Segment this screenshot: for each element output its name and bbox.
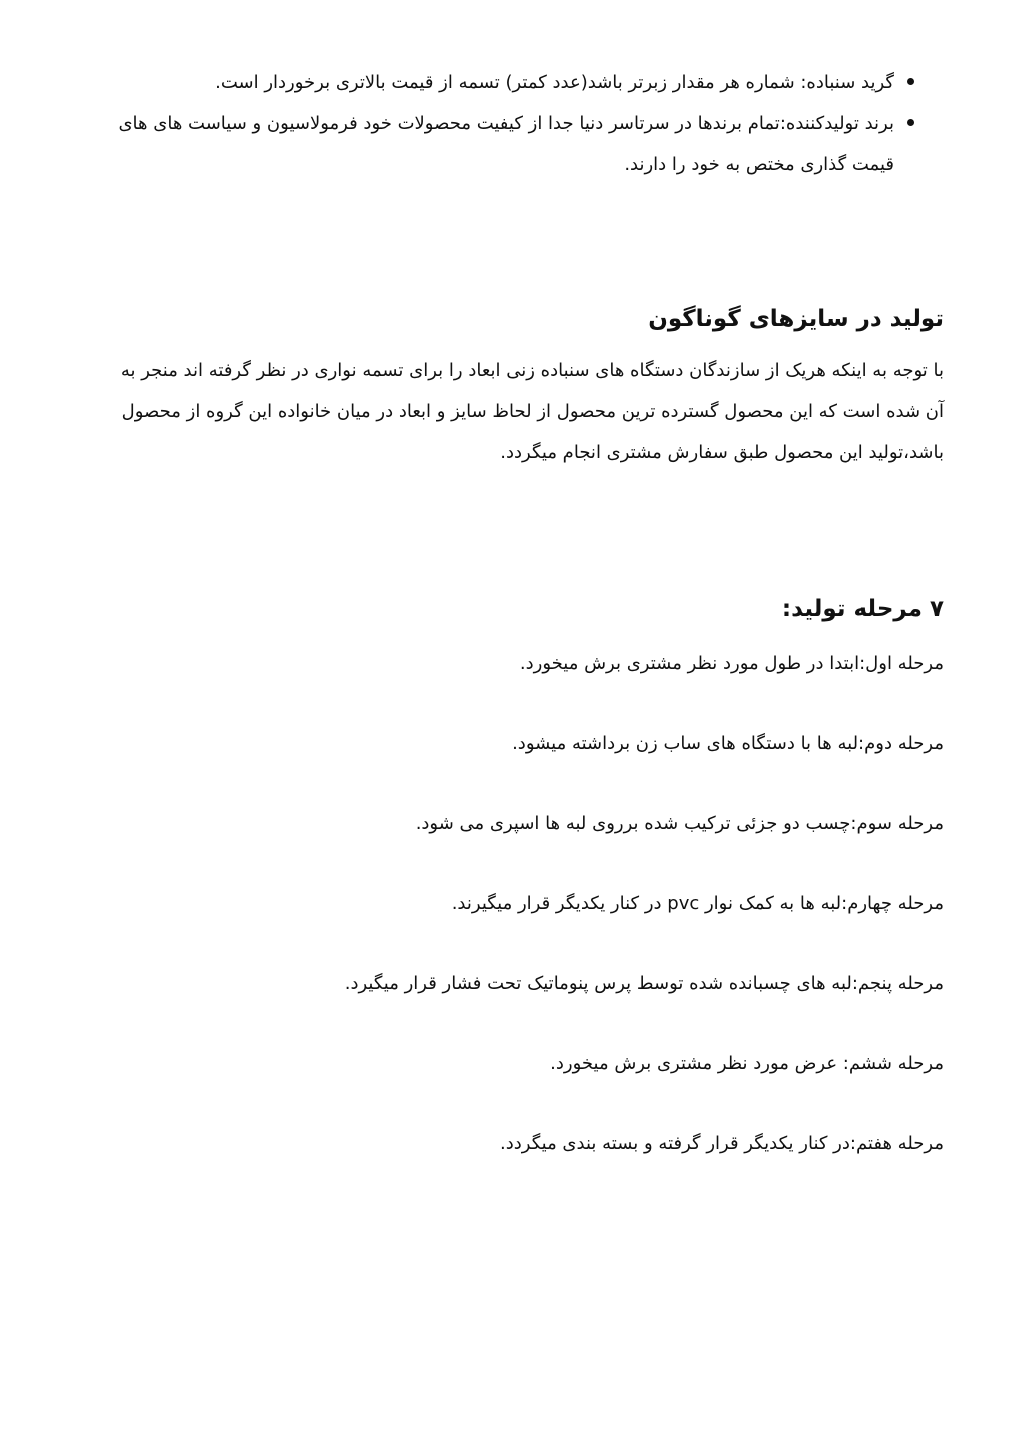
stage-line-6: مرحله ششم: عرض مورد نظر مشتری برش میخورد. <box>550 1053 944 1074</box>
stage-line-4: مرحله چهارم:لبه ها به کمک نوار pvc در کنار یکدیگر قرار میگیرند. <box>451 893 944 914</box>
stage-line-2: مرحله دوم:لبه ها با دستگاه های ساب زن برداشته میشود. <box>512 733 944 754</box>
stage-line-3: مرحله سوم:چسب دو جزئی ترکیب شده برروی لبه ها اسپری می شود. <box>415 813 944 834</box>
stage-line-5: مرحله پنجم:لبه های چسبانده شده توسط پرس پنوماتیک تحت فشار قرار میگیرد. <box>344 973 944 994</box>
bullet-item-sandpaper-grade: گرید سنباده: شماره هر مقدار زبرتر باشد(عدد کمتر) تسمه از قیمت بالاتری برخوردار است. <box>104 62 894 103</box>
section-heading-production-stages: ۷ مرحله تولید: <box>781 596 944 622</box>
bullet-list <box>104 62 914 185</box>
stage-line-1: مرحله اول:ابتدا در طول مورد نظر مشتری برش میخورد. <box>519 653 944 674</box>
bullet-item-manufacturer-brand: برند تولیدکننده:تمام برندها در سرتاسر دنیا جدا از کیفیت محصولات خود فرمولاسیون و سیاست های های قیمت گذاری مختص به خود را دارند. <box>104 103 894 185</box>
stage-line-7: مرحله هفتم:در کنار یکدیگر قرار گرفته و بسته بندی میگردد. <box>500 1133 944 1154</box>
sizes-paragraph: با توجه به اینکه هریک از سازندگان دستگاه های سنباده زنی ابعاد را برای تسمه نواری در نظر گرفته اند منجر به آن شده است که این محصول گسترده ترین محصول از لحاظ سایز و ابعاد در میان خانواده این گروه از محصول باشد،تولید این محصول طبق سفارش مشتری انجام میگردد. <box>120 360 944 463</box>
section-heading-sizes: تولید در سایزهای گوناگون <box>648 306 944 332</box>
